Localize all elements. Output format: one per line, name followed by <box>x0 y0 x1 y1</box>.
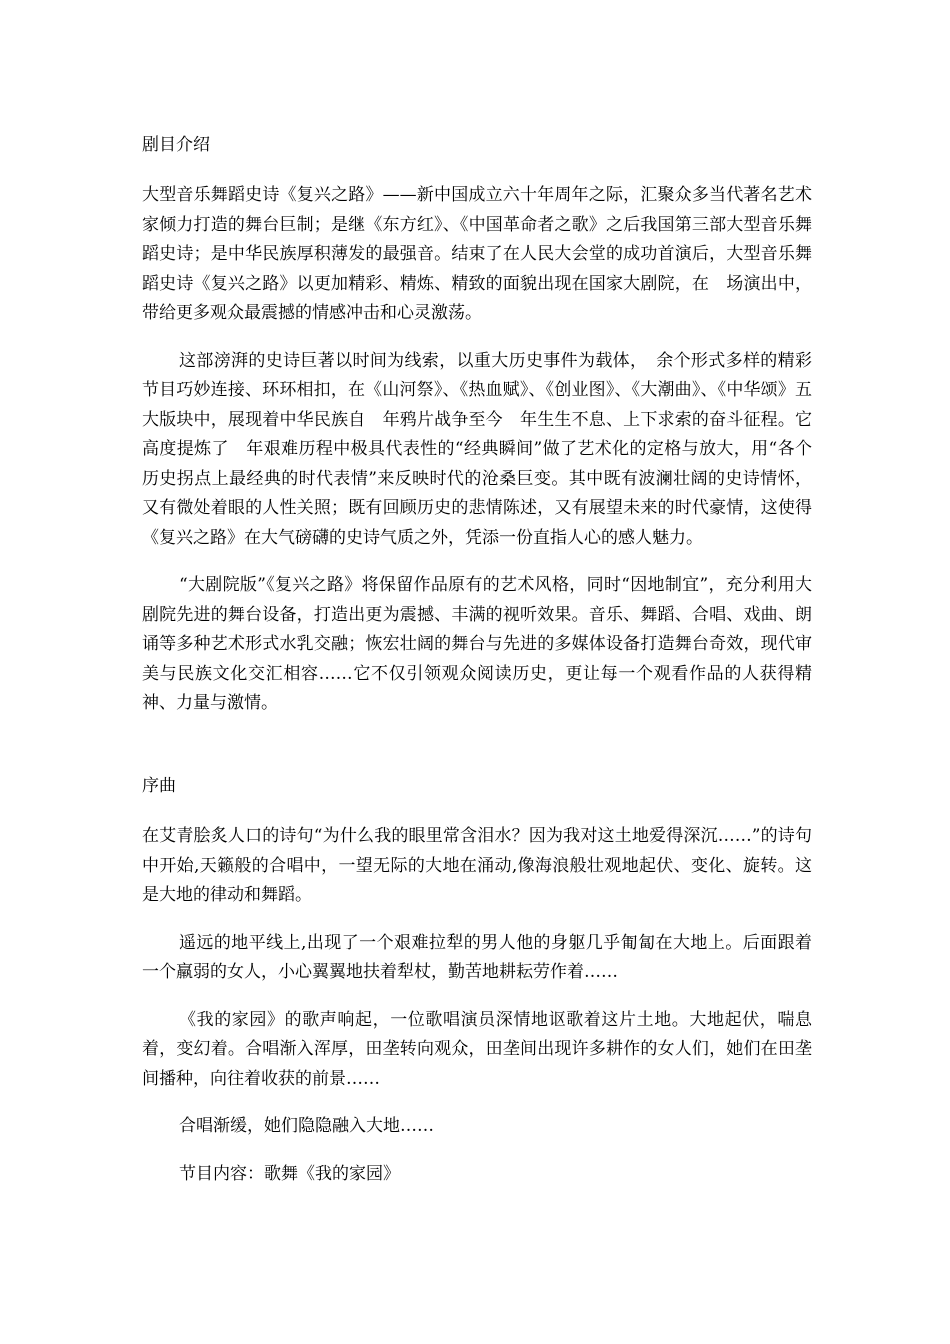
overture-paragraph-1: 在艾青脍炙人口的诗句“为什么我的眼里常含泪水？因为我对这土地爱得深沉……”的诗句中开始,天籁般的合唱中，一望无际的大地在涌动,像海浪般壮观地起伏、变化、旋转。这是大地的律动和舞蹈。 <box>142 826 812 905</box>
overture-paragraph-5: 节目内容：歌舞《我的家园》 <box>179 1163 400 1184</box>
section-intro <box>142 132 812 719</box>
overture-paragraph-4: 合唱渐缓，她们隐隐融入大地…… <box>179 1116 434 1136</box>
overture-paragraph-3: 《我的家园》的歌声响起，一位歌唱演员深情地讴歌着这片土地。大地起伏，喘息着，变幻着。合唱渐入浑厚，田垄转向观众，田垄间出现许多耕作的女人们，她们在田垄间播种，向往着收获的前景…… <box>142 1009 812 1089</box>
overture-paragraph-2: 遥远的地平线上,出现了一个艰难拉犁的男人他的身躯几乎匍匐在大地上。后面跟着一个羸弱的女人，小心翼翼地扶着犁杖，勤苦地耕耘劳作着…… <box>142 932 812 982</box>
intro-paragraph-3: “大剧院版”《复兴之路》将保留作品原有的艺术风格，同时“因地制宜”，充分利用大剧院先进的舞台设备，打造出更为震撼、丰满的视听效果。音乐、舞蹈、合唱、戏曲、朗诵等多种艺术形式水乳交融；恢宏壮阔的舞台与先进的多媒体设备打造舞台奇效，现代审美与民族文化交汇相容……它不仅引领观众阅读历史，更让每一个观看作品的人获得精神、力量与激情。 <box>142 575 812 713</box>
intro-paragraph-1: 大型音乐舞蹈史诗《复兴之路》——新中国成立六十年周年之际，汇聚众多当代著名艺术家倾力打造的舞台巨制；是继《东方红》、《中国革命者之歌》之后我国第三部大型音乐舞蹈史诗；是中华民族厚积薄发的最强音。结束了在人民大会堂的成功首演后，大型音乐舞蹈史诗《复兴之路》以更加精彩、精炼、精致的面貌出现在国家大剧院，在 场演出中，带给更多观众最震撼的情感冲击和心灵激荡。 <box>142 185 812 323</box>
section-heading-overture: 序曲 <box>142 776 176 796</box>
section-heading-intro: 剧目介绍 <box>142 135 210 155</box>
section-overture <box>142 773 812 1189</box>
intro-paragraph-2: 这部滂湃的史诗巨著以时间为线索，以重大历史事件为载体， 余个形式多样的精彩节目巧妙连接、环环相扣，在《山河祭》、《热血赋》、《创业图》、《大潮曲》、《中华颂》五大版块中，展现着中华民族自 年鸦片战争至今 年生生不息、上下求索的奋斗征程。它高度提炼了 年艰难历程中极具代表性的“经典瞬间”做了艺术化的定格与放大，用“各个历史拐点上最经典的时代表情”来反映时代的沧桑巨变。其中既有波澜壮阔的史诗情怀，又有微处着眼的人性关照；既有回顾历史的悲情陈述，又有展望未来的时代豪情，这使得《复兴之路》在大气磅礴的史诗气质之外，凭添一份直指人心的感人魅力。 <box>142 350 812 548</box>
